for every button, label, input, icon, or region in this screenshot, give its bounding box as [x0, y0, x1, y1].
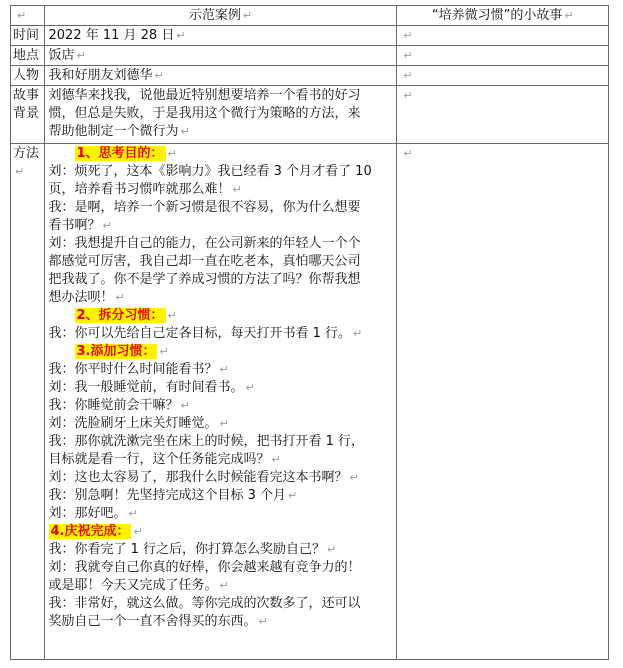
method-label: 方法↵ [11, 144, 45, 660]
story-label: 故事背景 [11, 86, 45, 144]
dialog-line: 我：是啊，培养一个新习惯是很不容易，你为什么想要 [48, 200, 361, 215]
dialog-line: 目标就是看一行，这个任务能完成吗？ ↵ [48, 452, 281, 467]
dialog-line: 我：你睡觉前会干嘛？ ↵ [48, 398, 190, 413]
people-label: 人物 [11, 66, 45, 86]
time-side-cell: ↵ [397, 26, 609, 46]
section-heading-2: 2、拆分习惯： ↵ [76, 308, 177, 323]
time-label: 时间 [11, 26, 45, 46]
time-row [11, 26, 609, 46]
section-heading-3: 3.添加习惯： ↵ [76, 344, 169, 359]
people-side-cell: ↵ [397, 66, 609, 86]
dialog-line: 刘：烦死了，这本《影响力》我已经看 3 个月才看了 10 [48, 164, 372, 179]
dialog-line: 我：你看完了 1 行之后，你打算怎么奖励自己？ ↵ [48, 542, 337, 557]
method-side-cell: ↵ [397, 144, 609, 660]
dialog-line: 我：别急啊！先坚持完成这个目标 3 个月 ↵ [48, 488, 298, 503]
corner-cell: ↵ [11, 6, 45, 26]
time-value-cell: 2022 年 11 月 28 日 ↵ [44, 26, 397, 46]
dialog-line: 刘：洗脸刷牙上床关灯睡觉。 ↵ [48, 416, 229, 431]
place-value: 饭店 [48, 48, 75, 63]
dialog-line: 刘：那好吧。 ↵ [48, 506, 138, 521]
people-row [11, 66, 609, 86]
dialog-line: 我：那你就洗漱完坐在床上的时候，把书打开看 1 行， [48, 434, 365, 449]
dialog-line: 想办法呗！ ↵ [48, 290, 125, 305]
dialog-line: 我：非常好，就这么做。等你完成的次数多了，还可以 [48, 596, 361, 611]
header-row [11, 6, 609, 26]
people-value: 我和好朋友刘德华 [48, 68, 153, 83]
dialog-line: 把我裁了。你不是学了养成习惯的方法了吗？你帮我想 [48, 272, 361, 287]
dialog-line: 刘：我一般睡觉前，有时间看书。 ↵ [48, 380, 255, 395]
place-value-cell: 饭店 ↵ [44, 46, 397, 66]
header-main: 示范案例 ↵ [44, 6, 397, 26]
dialog-line: 页，培养看书习惯咋就那么难！ ↵ [48, 182, 242, 197]
dialog-line: 奖励自己一个一直不舍得买的东西。 ↵ [48, 614, 268, 629]
people-value-cell: 我和好朋友刘德华 ↵ [44, 66, 397, 86]
header-side: “培养微习惯”的小故事 ↵ [397, 6, 609, 26]
dialog-line: 刘：我就夸自己你真的好棒，你会越来越有竞争力的！ [48, 560, 361, 575]
story-side-cell: ↵ [397, 86, 609, 144]
dialog-line: 刘：我想提升自己的能力，在公司新来的年轻人一个个 [48, 236, 361, 251]
story-line: 帮助他制定一个微行为 ↵ [48, 124, 190, 139]
method-text-cell [44, 144, 397, 660]
dialog-line: 我：你平时什么时间能看书？ ↵ [48, 362, 229, 377]
story-line: 惯，但总是失败，于是我用这个微行为策略的方法，来 [48, 106, 361, 121]
section-heading-4: 4.庆祝完成： ↵ [50, 524, 143, 539]
place-row [11, 46, 609, 66]
section-heading-1: 1、思考目的： ↵ [76, 146, 177, 161]
dialog-line: 或是耶！今天又完成了任务。 ↵ [48, 578, 229, 593]
place-label: 地点 [11, 46, 45, 66]
time-value: 2022 年 11 月 28 日 [48, 28, 175, 43]
place-side-cell: ↵ [397, 46, 609, 66]
method-row [11, 144, 609, 660]
dialog-line: 我：你可以先给自己定各目标，每天打开书看 1 行。 ↵ [48, 326, 363, 341]
dialog-line: 刘：这也太容易了，那我什么时候能看完这本书啊？ ↵ [48, 470, 359, 485]
story-row [11, 86, 609, 144]
story-line: 刘德华来找我，说他最近特别想要培养一个看书的好习 [48, 88, 361, 103]
dialog-line: 都感觉可厉害，我自己却一直在吃老本，真怕哪天公司 [48, 254, 361, 269]
dialog-line: 看书啊？ ↵ [48, 218, 112, 233]
document-table [10, 5, 609, 660]
story-text-cell [44, 86, 397, 144]
